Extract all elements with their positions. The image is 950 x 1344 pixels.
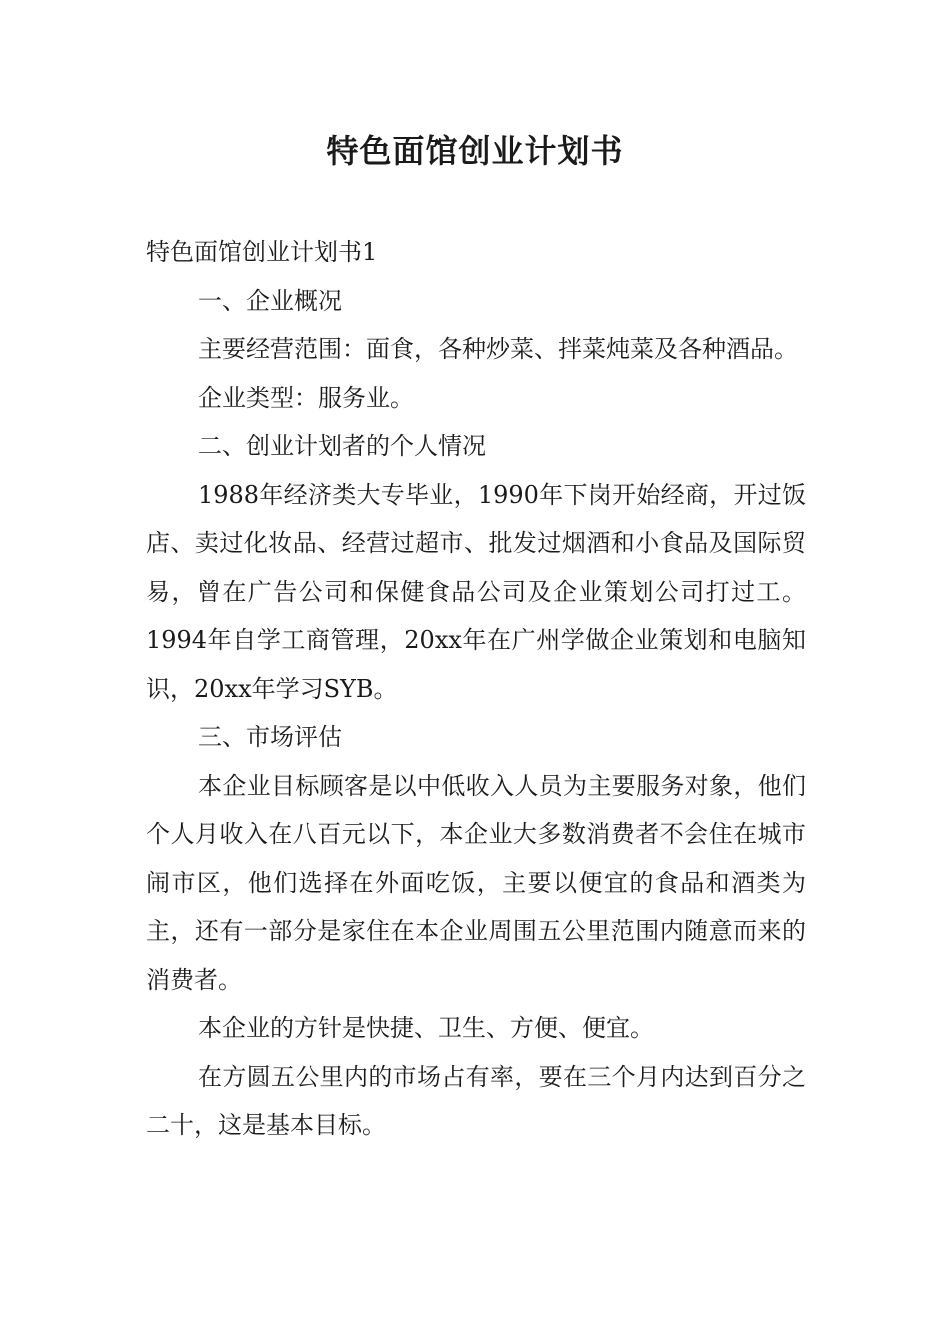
paragraph-business-type: 企业类型：服务业。 xyxy=(198,383,414,412)
document-body xyxy=(146,228,806,1150)
paragraph-founder-background: 1988年经济类大专毕业，1990年下岗开始经商，开过饭店、卖过化妆品、经营过超市、批发过烟酒和小食品及国际贸易，曾在广告公司和保健食品公司及企业策划公司打过工。1994年自学工商管理，20xx年在广州学做企业策划和电脑知识，20xx年学习SYB。 xyxy=(146,480,806,703)
section-heading-founder: 二、创业计划者的个人情况 xyxy=(198,432,486,460)
document-title: 特色面馆创业计划书 xyxy=(326,132,624,170)
paragraph-policy: 本企业的方针是快捷、卫生、方便、便宜。 xyxy=(198,1014,654,1042)
paragraph-market-goal: 在方圆五公里内的市场占有率，要在三个月内达到百分之二十，这是基本目标。 xyxy=(146,1062,806,1139)
paragraph-subtitle: 特色面馆创业计划书1 xyxy=(146,238,378,266)
section-heading-overview: 一、企业概况 xyxy=(198,286,342,315)
section-heading-market: 三、市场评估 xyxy=(198,723,342,751)
paragraph-business-scope: 主要经营范围：面食，各种炒菜、拌菜炖菜及各种酒品。 xyxy=(198,335,798,363)
paragraph-target-customers: 本企业目标顾客是以中低收入人员为主要服务对象，他们个人月收入在八百元以下，本企业大多数消费者不会住在城市闹市区，他们选择在外面吃饭，主要以便宜的食品和酒类为主，还有一部分是家住在本企业周围五公里范围内随意而来的消费者。 xyxy=(146,771,806,994)
